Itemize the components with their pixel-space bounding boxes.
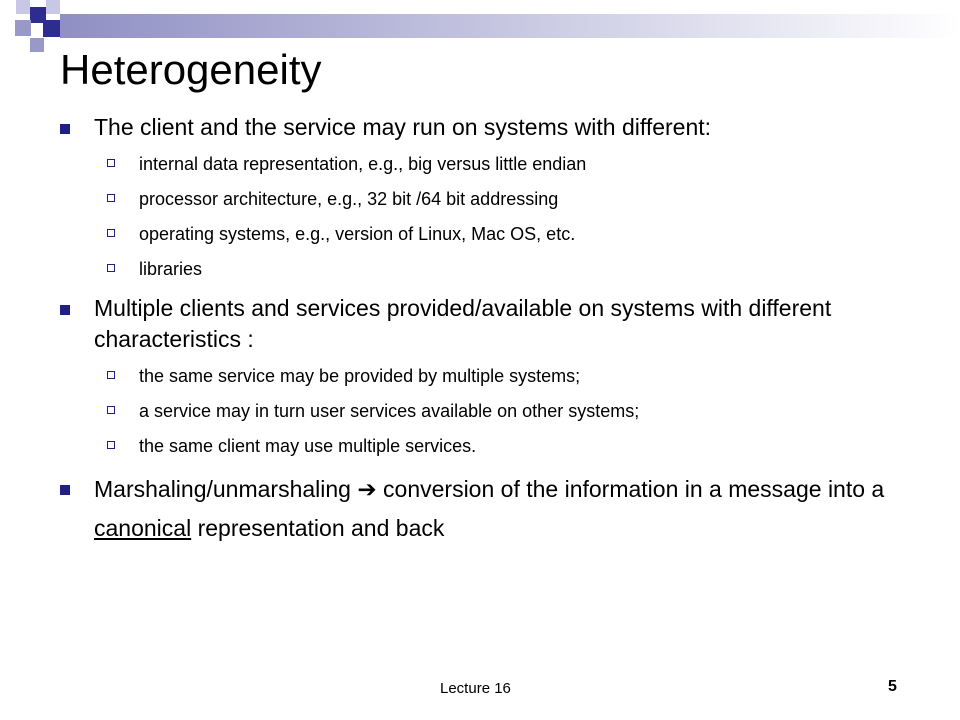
hollow-square-bullet-icon [107,406,115,414]
hollow-square-bullet-icon [107,159,115,167]
decor-square [43,20,60,37]
hollow-square-bullet-icon [107,264,115,272]
square-bullet-icon [60,485,70,495]
sub-bullet-1-4 [105,258,920,280]
bullet-3-text-end: representation and back [197,515,445,541]
hollow-square-bullet-icon [107,441,115,449]
bullet-2 [60,293,920,355]
bullet-1-text: The client and the service may run on systems with different: [94,114,712,140]
page-number: 5 [888,678,897,695]
slide-title: Heterogeneity [60,46,322,93]
decor-square [46,0,60,14]
square-bullet-icon [60,305,70,315]
square-bullet-icon [60,124,70,134]
canonical-term: canonical [94,515,192,541]
decor-square [16,0,30,14]
header-gradient-bar [60,14,960,38]
decor-square [30,38,44,52]
sub-bullet-text: operating systems, e.g., version of Linux, Mac OS, etc. [139,224,576,244]
sub-bullet-2-2 [105,400,920,422]
bullet-2-text: Multiple clients and services provided/available on systems with different characteristics : [94,295,832,352]
sub-bullet-text: the same service may be provided by multiple systems; [139,366,581,386]
bullet-3-text-start: Marshaling/unmarshaling [94,476,351,502]
hollow-square-bullet-icon [107,194,115,202]
bullet-3 [60,470,920,547]
sub-bullet-2-3 [105,435,920,457]
sub-bullet-2-1 [105,365,920,387]
hollow-square-bullet-icon [107,371,115,379]
sub-bullet-1-1 [105,153,920,175]
sub-bullet-1-2 [105,188,920,210]
right-arrow-icon: ➔ [357,477,377,503]
slide-body [60,112,920,557]
bullet-1 [60,112,920,143]
decor-square [15,20,31,36]
hollow-square-bullet-icon [107,229,115,237]
sub-bullet-text: a service may in turn user services available on other systems; [139,401,640,421]
sub-bullet-text: processor architecture, e.g., 32 bit /64 bit addressing [139,189,559,209]
sub-bullet-text: libraries [139,259,203,279]
lecture-label: Lecture 16 [440,680,511,697]
sub-bullet-text: internal data representation, e.g., big versus little endian [139,154,587,174]
bullet-3-text-middle: conversion of the information in a message into a [383,476,885,502]
sub-bullet-1-3 [105,223,920,245]
sub-bullet-text: the same client may use multiple services. [139,436,477,456]
